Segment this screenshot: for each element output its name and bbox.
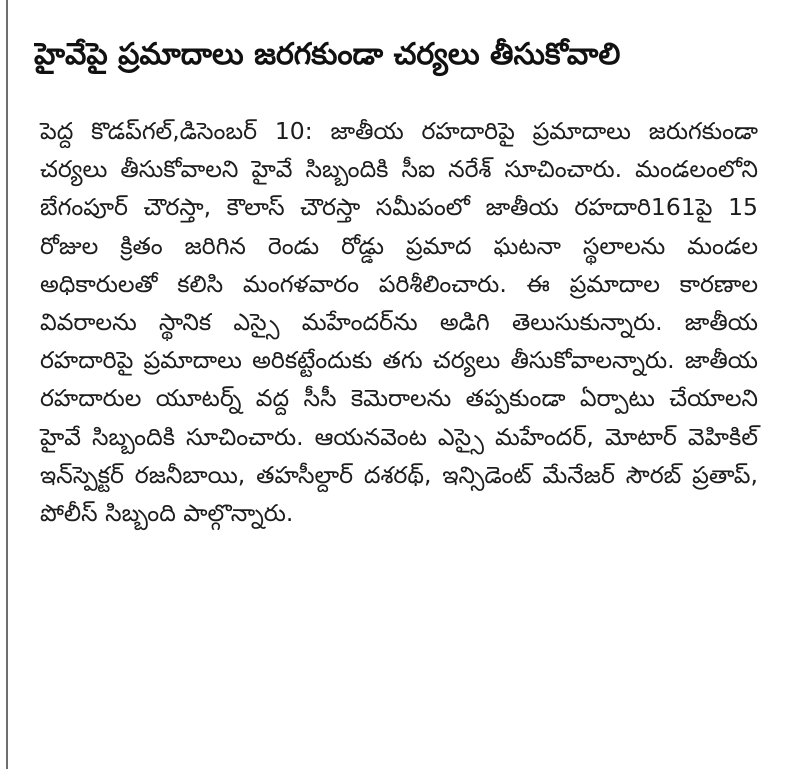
column-divider bbox=[6, 0, 8, 769]
article-headline: హైవేపై ప్రమాదాలు జరగకుండా చర్యలు తీసుకోవాలి bbox=[34, 37, 621, 72]
cropped-next-article-line bbox=[40, 757, 760, 769]
article-body bbox=[40, 112, 758, 532]
article-paragraph: పెద్ద కొడప్‌గల్,డిసెంబర్ 10: జాతీయ రహదారిపై ప్రమాదాలు జరుగకుండా చర్యలు తీసుకోవాలని హైవే సిబ్బందికి సీఐ నరేశ్ సూచించారు. మండలంలోని బేగంపూర్ చౌరస్తా, కౌలాస్ చౌరస్తా సమీపంలో జాతీయ రహదారి161పై 15 రోజుల క్రితం జరిగిన రెండు రోడ్డు ప్రమాద ఘటనా స్థలాలను మండల అధికారులతో కలిసి మంగళవారం పరిశీలించారు. ఈ ప్రమాదాల కారణాల వివరాలను స్థానిక ఎస్సై మహేందర్‌ను అడిగి తెలుసుకున్నారు. జాతీయ రహదారిపై ప్రమాదాలు అరికట్టేందుకు తగు చర్యలు తీసుకోవాలన్నారు. జాతీయ రహదారుల యూటర్న్ వద్ద సీసీ కెమెరాలను తప్పకుండా ఏర్పాటు చేయాలని హైవే సిబ్బందికి సూచించారు. ఆయనవెంట ఎస్సై మహేందర్, మోటార్ వెహికిల్ ఇన్‌స్పెక్టర్ రజనీబాయి, తహసీల్దార్ దశరథ్, ఇన్సిడెంట్ మేనేజర్ సౌరబ్ ప్రతాప్, పోలీస్ సిబ్బంది పాల్గొన్నారు. bbox=[40, 117, 758, 528]
